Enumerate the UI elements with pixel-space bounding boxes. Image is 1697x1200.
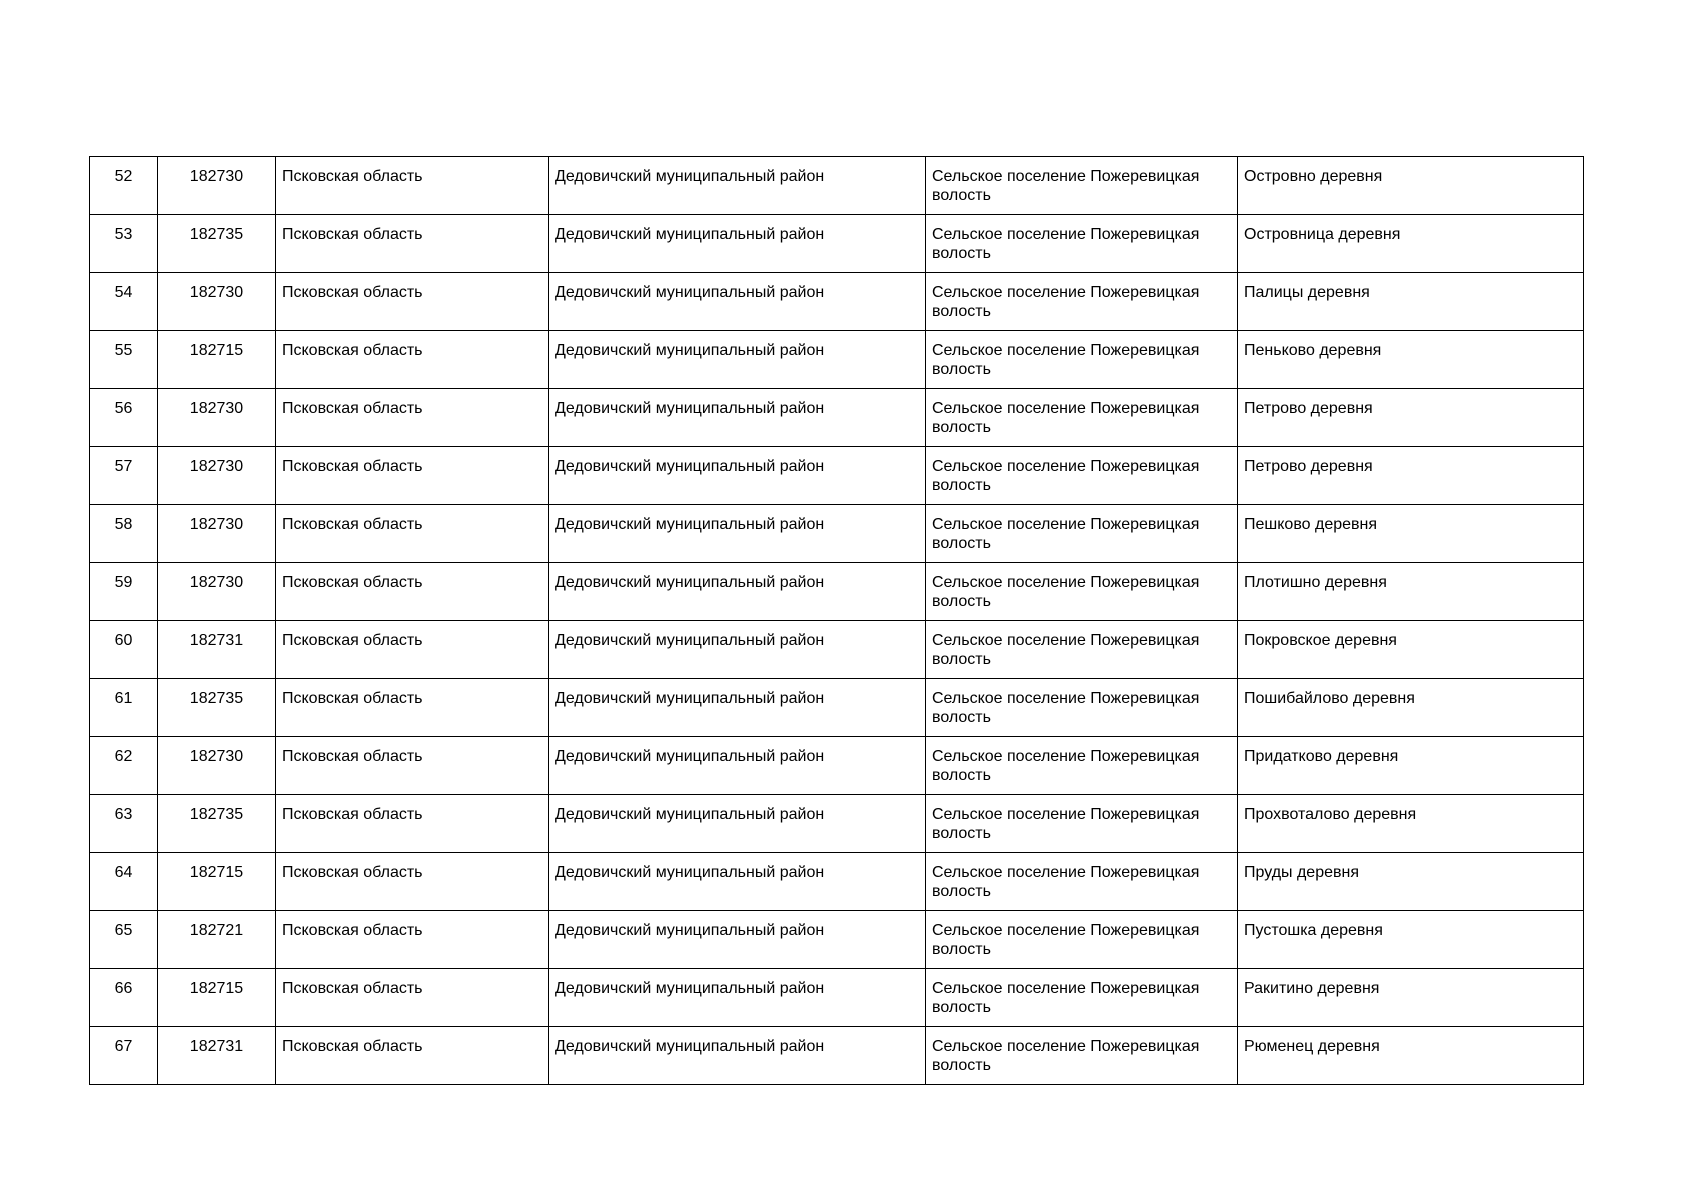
table-row bbox=[90, 853, 1584, 911]
settlement-cell: Сельское поселение Пожеревицкая волость bbox=[926, 389, 1238, 447]
table-row bbox=[90, 679, 1584, 737]
table-row bbox=[90, 215, 1584, 273]
row-number-cell: 53 bbox=[90, 215, 158, 273]
settlement-cell: Сельское поселение Пожеревицкая волость bbox=[926, 505, 1238, 563]
table-row bbox=[90, 273, 1584, 331]
region-cell: Псковская область bbox=[276, 1027, 549, 1085]
settlement-cell: Сельское поселение Пожеревицкая волость bbox=[926, 737, 1238, 795]
table-row bbox=[90, 737, 1584, 795]
locality-cell: Островно деревня bbox=[1238, 157, 1584, 215]
locality-cell: Прохвоталово деревня bbox=[1238, 795, 1584, 853]
region-cell: Псковская область bbox=[276, 215, 549, 273]
region-cell: Псковская область bbox=[276, 273, 549, 331]
district-cell: Дедовичский муниципальный район bbox=[549, 795, 926, 853]
table-body bbox=[90, 157, 1584, 1085]
settlement-cell: Сельское поселение Пожеревицкая волость bbox=[926, 795, 1238, 853]
region-cell: Псковская область bbox=[276, 563, 549, 621]
locality-cell: Пустошка деревня bbox=[1238, 911, 1584, 969]
table-row bbox=[90, 447, 1584, 505]
row-number-cell: 59 bbox=[90, 563, 158, 621]
table-row bbox=[90, 969, 1584, 1027]
region-cell: Псковская область bbox=[276, 331, 549, 389]
row-number-cell: 58 bbox=[90, 505, 158, 563]
locality-cell: Пошибайлово деревня bbox=[1238, 679, 1584, 737]
locality-cell: Пешково деревня bbox=[1238, 505, 1584, 563]
district-cell: Дедовичский муниципальный район bbox=[549, 331, 926, 389]
settlement-cell: Сельское поселение Пожеревицкая волость bbox=[926, 157, 1238, 215]
postal-index-cell: 182735 bbox=[158, 795, 276, 853]
postal-index-cell: 182735 bbox=[158, 679, 276, 737]
settlement-cell: Сельское поселение Пожеревицкая волость bbox=[926, 969, 1238, 1027]
table-row bbox=[90, 505, 1584, 563]
locality-cell: Палицы деревня bbox=[1238, 273, 1584, 331]
district-cell: Дедовичский муниципальный район bbox=[549, 157, 926, 215]
locality-cell: Петрово деревня bbox=[1238, 447, 1584, 505]
settlement-cell: Сельское поселение Пожеревицкая волость bbox=[926, 273, 1238, 331]
row-number-cell: 66 bbox=[90, 969, 158, 1027]
table-row bbox=[90, 389, 1584, 447]
locality-cell: Придатково деревня bbox=[1238, 737, 1584, 795]
address-table bbox=[89, 156, 1584, 1085]
row-number-cell: 57 bbox=[90, 447, 158, 505]
locality-cell: Рюменец деревня bbox=[1238, 1027, 1584, 1085]
region-cell: Псковская область bbox=[276, 969, 549, 1027]
table-row bbox=[90, 331, 1584, 389]
region-cell: Псковская область bbox=[276, 737, 549, 795]
settlement-cell: Сельское поселение Пожеревицкая волость bbox=[926, 1027, 1238, 1085]
district-cell: Дедовичский муниципальный район bbox=[549, 1027, 926, 1085]
district-cell: Дедовичский муниципальный район bbox=[549, 273, 926, 331]
district-cell: Дедовичский муниципальный район bbox=[549, 621, 926, 679]
district-cell: Дедовичский муниципальный район bbox=[549, 911, 926, 969]
row-number-cell: 60 bbox=[90, 621, 158, 679]
postal-index-cell: 182715 bbox=[158, 853, 276, 911]
settlement-cell: Сельское поселение Пожеревицкая волость bbox=[926, 853, 1238, 911]
locality-cell: Покровское деревня bbox=[1238, 621, 1584, 679]
locality-cell: Петрово деревня bbox=[1238, 389, 1584, 447]
table-row bbox=[90, 1027, 1584, 1085]
locality-cell: Плотишно деревня bbox=[1238, 563, 1584, 621]
table-row bbox=[90, 563, 1584, 621]
region-cell: Псковская область bbox=[276, 621, 549, 679]
region-cell: Псковская область bbox=[276, 679, 549, 737]
postal-index-cell: 182730 bbox=[158, 389, 276, 447]
postal-index-cell: 182715 bbox=[158, 969, 276, 1027]
row-number-cell: 56 bbox=[90, 389, 158, 447]
table-row bbox=[90, 911, 1584, 969]
postal-index-cell: 182735 bbox=[158, 215, 276, 273]
locality-cell: Островница деревня bbox=[1238, 215, 1584, 273]
table-row bbox=[90, 621, 1584, 679]
row-number-cell: 65 bbox=[90, 911, 158, 969]
row-number-cell: 64 bbox=[90, 853, 158, 911]
district-cell: Дедовичский муниципальный район bbox=[549, 389, 926, 447]
settlement-cell: Сельское поселение Пожеревицкая волость bbox=[926, 215, 1238, 273]
postal-index-cell: 182715 bbox=[158, 331, 276, 389]
locality-cell: Пеньково деревня bbox=[1238, 331, 1584, 389]
region-cell: Псковская область bbox=[276, 157, 549, 215]
postal-index-cell: 182730 bbox=[158, 737, 276, 795]
district-cell: Дедовичский муниципальный район bbox=[549, 737, 926, 795]
region-cell: Псковская область bbox=[276, 389, 549, 447]
settlement-cell: Сельское поселение Пожеревицкая волость bbox=[926, 331, 1238, 389]
postal-index-cell: 182730 bbox=[158, 157, 276, 215]
region-cell: Псковская область bbox=[276, 447, 549, 505]
district-cell: Дедовичский муниципальный район bbox=[549, 563, 926, 621]
row-number-cell: 62 bbox=[90, 737, 158, 795]
postal-index-cell: 182721 bbox=[158, 911, 276, 969]
row-number-cell: 63 bbox=[90, 795, 158, 853]
postal-index-cell: 182730 bbox=[158, 273, 276, 331]
postal-index-cell: 182731 bbox=[158, 1027, 276, 1085]
locality-cell: Пруды деревня bbox=[1238, 853, 1584, 911]
settlement-cell: Сельское поселение Пожеревицкая волость bbox=[926, 911, 1238, 969]
locality-cell: Ракитино деревня bbox=[1238, 969, 1584, 1027]
row-number-cell: 55 bbox=[90, 331, 158, 389]
district-cell: Дедовичский муниципальный район bbox=[549, 215, 926, 273]
table-row bbox=[90, 157, 1584, 215]
postal-index-cell: 182730 bbox=[158, 505, 276, 563]
row-number-cell: 67 bbox=[90, 1027, 158, 1085]
district-cell: Дедовичский муниципальный район bbox=[549, 969, 926, 1027]
row-number-cell: 54 bbox=[90, 273, 158, 331]
region-cell: Псковская область bbox=[276, 795, 549, 853]
district-cell: Дедовичский муниципальный район bbox=[549, 505, 926, 563]
region-cell: Псковская область bbox=[276, 911, 549, 969]
row-number-cell: 52 bbox=[90, 157, 158, 215]
postal-index-cell: 182730 bbox=[158, 563, 276, 621]
document-page bbox=[89, 156, 1583, 1085]
settlement-cell: Сельское поселение Пожеревицкая волость bbox=[926, 621, 1238, 679]
postal-index-cell: 182731 bbox=[158, 621, 276, 679]
region-cell: Псковская область bbox=[276, 853, 549, 911]
settlement-cell: Сельское поселение Пожеревицкая волость bbox=[926, 563, 1238, 621]
district-cell: Дедовичский муниципальный район bbox=[549, 679, 926, 737]
district-cell: Дедовичский муниципальный район bbox=[549, 853, 926, 911]
row-number-cell: 61 bbox=[90, 679, 158, 737]
region-cell: Псковская область bbox=[276, 505, 549, 563]
settlement-cell: Сельское поселение Пожеревицкая волость bbox=[926, 447, 1238, 505]
settlement-cell: Сельское поселение Пожеревицкая волость bbox=[926, 679, 1238, 737]
table-row bbox=[90, 795, 1584, 853]
district-cell: Дедовичский муниципальный район bbox=[549, 447, 926, 505]
postal-index-cell: 182730 bbox=[158, 447, 276, 505]
